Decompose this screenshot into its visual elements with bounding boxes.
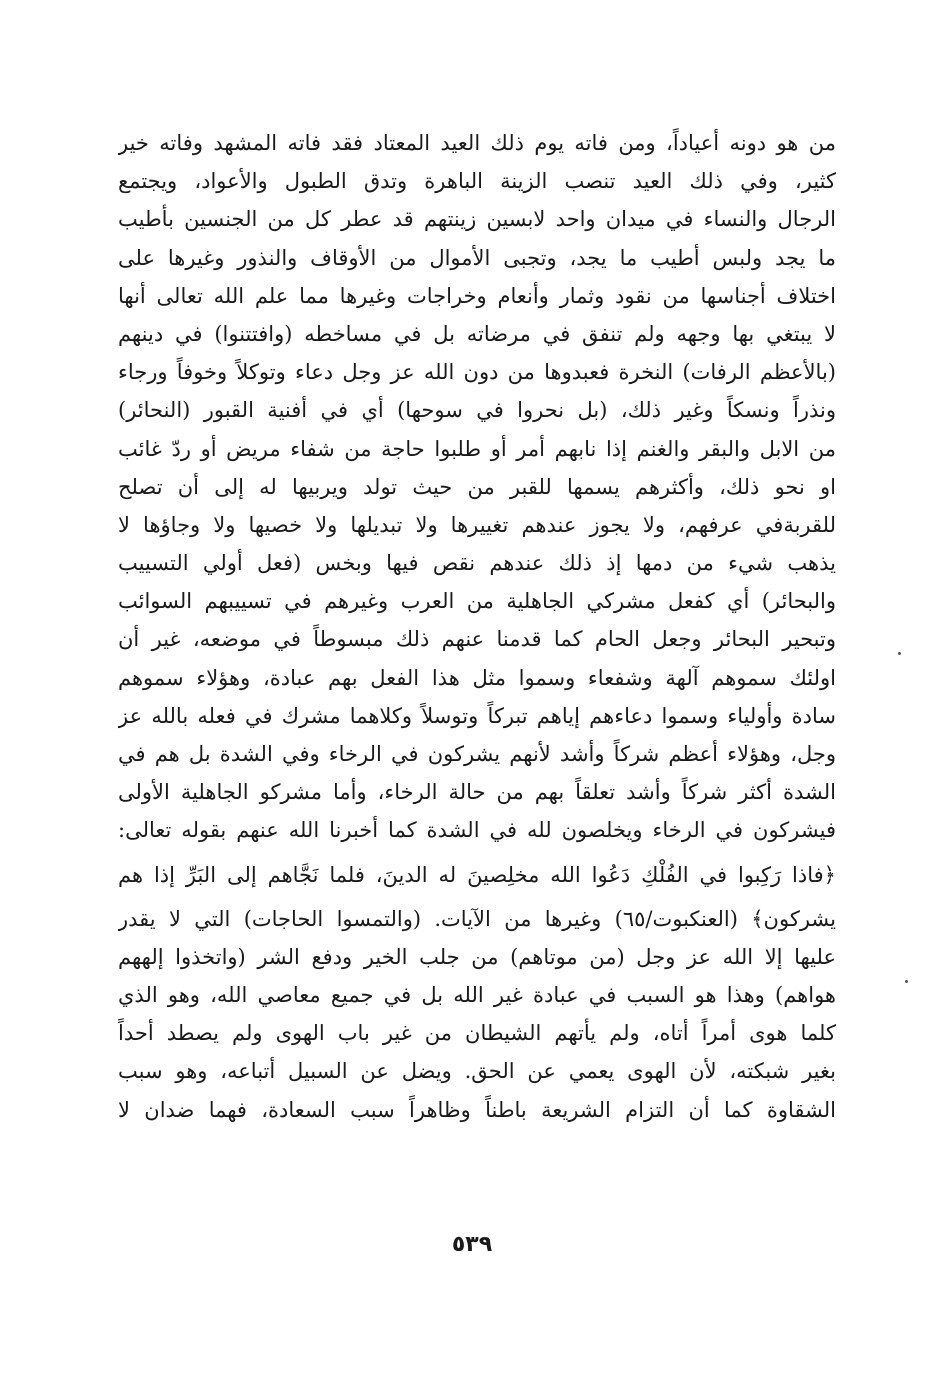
text-line: الرجال والنساء في ميدان واحد لابسين زينتهم قد عطر كل من الجنسين بأطيب [118, 207, 836, 232]
text-line: (بالأعظم الرفات) النخرة فعبدوها من دون الله عز وجل دعاء وتوكلاً وخوفاً ورجاء [118, 360, 836, 385]
scan-speck [905, 980, 908, 983]
quran-verse-line: ﴿فاذا رَكِبوا في الفُلْكِ دَعُوا الله مخلِصينَ له الدينَ، فلما نَجَّاهم إلى البَرِّ إذا هم [118, 862, 836, 887]
text-line: وتبحير البحائر وجعل الحام كما قدمنا عنهم ذلك مبسوطاً في موضعه، غير أن [118, 627, 836, 652]
text-line: هواهم) وهذا هو السبب في عبادة غير الله بل في جميع معاصي الله، وهو الذي [118, 982, 836, 1007]
text-line: يشركون﴾ (العنكبوت/٦٥) وغيرها من الآيات. (والتمسوا الحاجات) التي لا يقدر [118, 906, 836, 931]
text-line: كثير، وفي ذلك العيد تنصب الزينة الباهرة وتدق الطبول والأعواد، ويجتمع [118, 169, 836, 194]
text-line: وجل، وهؤلاء أعظم شركاً وأشد لأنهم يشركون في الرخاء وفي الشدة بل هم في [118, 742, 836, 766]
text-line: لا يبتغي بها وجهه ولم تنفق في مرضاته بل في مساخطه (وافتتنوا) في دينهم [118, 321, 836, 346]
text-line: كلما هوى أمراً أتاه، ولم يأتهم الشيطان من غير باب الهوى ولم يصطد أحداً [118, 1021, 836, 1046]
text-line: يذهب شيء من دمها إذ ذلك عندهم نقص فيها وبخس (فعل أولي التسييب [118, 551, 836, 576]
text-line: الشقاوة كما أن التزام الشريعة باطناً وظاهراً سبب السعادة، فهما ضدان لا [118, 1097, 836, 1122]
text-line: عليها إلا الله عز وجل (من موتاهم) من جلب الخير ودفع الشر (واتخذوا إلههم [118, 944, 836, 969]
text-line: والبحائر) أي كفعل مشركي الجاهلية من العرب وغيرهم في تسييبهم السوائب [118, 589, 836, 614]
text-line: ما يجد ولبس أطيب ما يجد، وتجبى الأموال من الأوقاف والنذور وغيرها على [118, 245, 836, 270]
text-line: للقربةفي عرفهم، ولا يجوز عندهم تغييرها ولا تبديلها ولا خصيها ولا وجاؤها لا [118, 512, 836, 537]
text-line: فيشركون في الرخاء ويخلصون لله في الشدة كما أخبرنا الله عنهم بقوله تعالى: [118, 818, 836, 843]
scan-speck [898, 652, 901, 655]
text-line: بغير شبكته، لأن الهوى يعمي عن الحق. ويضل عن السبيل أتباعه، وهو سبب [118, 1059, 836, 1084]
text-line: او نحو ذلك، وأكثرهم يسمها للقبر من حيث تولد ويربيها له إلى أن تصلح [118, 474, 836, 499]
text-line: من هو دونه أعياداً، ومن فاته يوم ذلك العيد المعتاد فقد فاته المشهد وفاته خير [118, 131, 836, 155]
text-line: ونذراً ونسكاً وغير ذلك، (بل نحروا في سوحها) أي في أفنية القبور (النحائر) [118, 398, 836, 423]
text-line: سادة وأولياء وسموا دعاءهم إياهم تبركاً وتوسلاً وكلاهما مشرك في فعله بالله عز [118, 703, 836, 728]
page-body-text [118, 124, 836, 1129]
page-number: ٥٣٩ [451, 1232, 493, 1257]
text-line: الشدة أكثر شركاً وأشد تعلقاً بهم من حالة الرخاء، وأما مشركو الجاهلية الأولى [118, 780, 836, 805]
text-line: اولئك سموهم آلهة وشفعاء وسموا مثل هذا الفعل بهم عبادة، وهؤلاء سموهم [118, 665, 836, 690]
text-line: اختلاف أجناسها من نقود وثمار وأنعام وخراجات وغيرها مما علم الله تعالى أنها [118, 283, 836, 308]
text-line: من الابل والبقر والغنم إذا نابهم أمر أو طلبوا حاجة من شفاء مريض أو ردّ غائب [118, 436, 836, 461]
